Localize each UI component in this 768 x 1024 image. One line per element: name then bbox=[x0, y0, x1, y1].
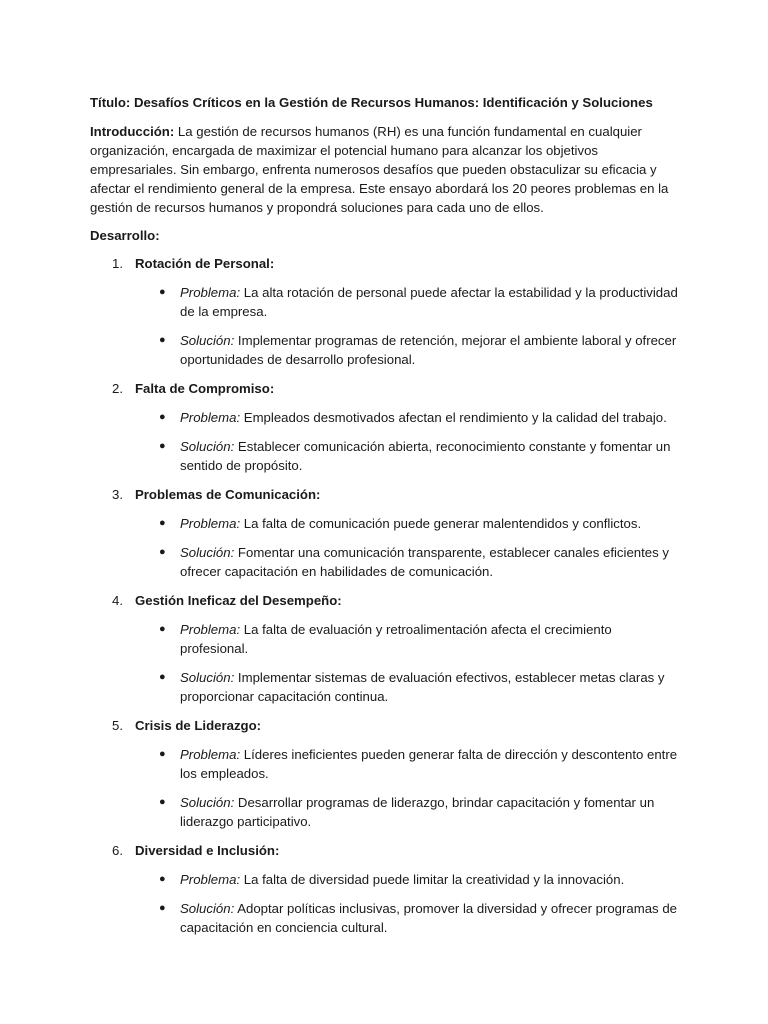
problem-bullet bbox=[135, 283, 682, 321]
solution-bullet bbox=[135, 899, 682, 937]
list-item bbox=[90, 841, 682, 937]
solution-bullet bbox=[135, 437, 682, 475]
item-bullets bbox=[135, 408, 682, 475]
solution-label: Solución: bbox=[180, 795, 235, 810]
problem-label: Problema: bbox=[180, 516, 241, 531]
solution-label: Solución: bbox=[180, 439, 235, 454]
item-number: 2. bbox=[112, 381, 123, 396]
item-title: Rotación de Personal: bbox=[135, 256, 275, 271]
problem-bullet bbox=[135, 514, 682, 533]
bullet-dot-icon: ● bbox=[159, 671, 166, 683]
bullet-dot-icon: ● bbox=[159, 334, 166, 346]
item-number: 5. bbox=[112, 718, 123, 733]
introduction-paragraph bbox=[90, 122, 682, 217]
bullet-dot-icon: ● bbox=[159, 796, 166, 808]
solution-bullet bbox=[135, 331, 682, 369]
solution-label: Solución: bbox=[180, 901, 235, 916]
item-title: Falta de Compromiso: bbox=[135, 381, 275, 396]
item-title: Crisis de Liderazgo: bbox=[135, 718, 262, 733]
list-item bbox=[90, 716, 682, 831]
introduction-text: La gestión de recursos humanos (RH) es una función fundamental en cualquier organización, encargada de maximizar el potencial humano para alcanzar los objetivos empresariales. Sin embargo, enfrenta numerosos desafíos que pueden obstaculizar su eficacia y afectar el rendimiento general de la empresa. Este ensayo abordará los 20 peores problemas en la gestión de recursos humanos y propondrá soluciones para cada uno de ellos. bbox=[90, 124, 669, 215]
bullet-dot-icon: ● bbox=[159, 748, 166, 760]
solution-bullet bbox=[135, 543, 682, 581]
item-number: 4. bbox=[112, 593, 123, 608]
development-heading: Desarrollo: bbox=[90, 228, 160, 243]
bullet-dot-icon: ● bbox=[159, 411, 166, 423]
solution-bullet bbox=[135, 793, 682, 831]
bullet-dot-icon: ● bbox=[159, 286, 166, 298]
bullet-dot-icon: ● bbox=[159, 902, 166, 914]
solution-bullet bbox=[135, 668, 682, 706]
problem-label: Problema: bbox=[180, 622, 241, 637]
bullet-dot-icon: ● bbox=[159, 517, 166, 529]
problem-bullet bbox=[135, 870, 682, 889]
problem-text: Empleados desmotivados afectan el rendimiento y la calidad del trabajo. bbox=[240, 410, 667, 425]
problem-text: La falta de evaluación y retroalimentación afecta el crecimiento profesional. bbox=[180, 622, 612, 656]
bullet-dot-icon: ● bbox=[159, 546, 166, 558]
solution-label: Solución: bbox=[180, 333, 235, 348]
item-bullets bbox=[135, 514, 682, 581]
challenges-list bbox=[90, 254, 682, 937]
problem-bullet bbox=[135, 620, 682, 658]
problem-text: La falta de comunicación puede generar malentendidos y conflictos. bbox=[240, 516, 642, 531]
problem-text: Líderes ineficientes pueden generar falta de dirección y descontento entre los empleados. bbox=[180, 747, 678, 781]
item-number: 6. bbox=[112, 843, 123, 858]
solution-text: Implementar programas de retención, mejorar el ambiente laboral y ofrecer oportunidades de desarrollo profesional. bbox=[180, 333, 677, 367]
bullet-dot-icon: ● bbox=[159, 623, 166, 635]
problem-label: Problema: bbox=[180, 285, 241, 300]
item-title: Problemas de Comunicación: bbox=[135, 487, 321, 502]
problem-label: Problema: bbox=[180, 747, 241, 762]
solution-text: Adoptar políticas inclusivas, promover la diversidad y ofrecer programas de capacitación en conciencia cultural. bbox=[180, 901, 677, 935]
solution-text: Implementar sistemas de evaluación efectivos, establecer metas claras y proporcionar capacitación continua. bbox=[180, 670, 665, 704]
problem-text: La falta de diversidad puede limitar la creatividad y la innovación. bbox=[240, 872, 625, 887]
solution-text: Desarrollar programas de liderazgo, brindar capacitación y fomentar un liderazgo participativo. bbox=[180, 795, 655, 829]
item-bullets bbox=[135, 620, 682, 706]
list-item bbox=[90, 254, 682, 369]
problem-label: Problema: bbox=[180, 872, 241, 887]
item-bullets bbox=[135, 283, 682, 369]
item-bullets bbox=[135, 745, 682, 831]
solution-text: Establecer comunicación abierta, reconocimiento constante y fomentar un sentido de propósito. bbox=[180, 439, 671, 473]
bullet-dot-icon: ● bbox=[159, 873, 166, 885]
list-item bbox=[90, 485, 682, 581]
item-title: Gestión Ineficaz del Desempeño: bbox=[135, 593, 342, 608]
solution-label: Solución: bbox=[180, 545, 235, 560]
solution-text: Fomentar una comunicación transparente, establecer canales eficientes y ofrecer capacitación en habilidades de comunicación. bbox=[180, 545, 669, 579]
introduction-label: Introducción: bbox=[90, 124, 175, 139]
item-number: 1. bbox=[112, 256, 123, 271]
list-item bbox=[90, 591, 682, 706]
bullet-dot-icon: ● bbox=[159, 440, 166, 452]
item-title: Diversidad e Inclusión: bbox=[135, 843, 280, 858]
problem-text: La alta rotación de personal puede afectar la estabilidad y la productividad de la empresa. bbox=[180, 285, 678, 319]
document-page bbox=[90, 93, 682, 947]
list-item bbox=[90, 379, 682, 475]
item-bullets bbox=[135, 870, 682, 937]
solution-label: Solución: bbox=[180, 670, 235, 685]
problem-bullet bbox=[135, 408, 682, 427]
item-number: 3. bbox=[112, 487, 123, 502]
document-title: Título: Desafíos Críticos en la Gestión de Recursos Humanos: Identificación y Soluciones bbox=[90, 95, 653, 110]
problem-label: Problema: bbox=[180, 410, 241, 425]
problem-bullet bbox=[135, 745, 682, 783]
